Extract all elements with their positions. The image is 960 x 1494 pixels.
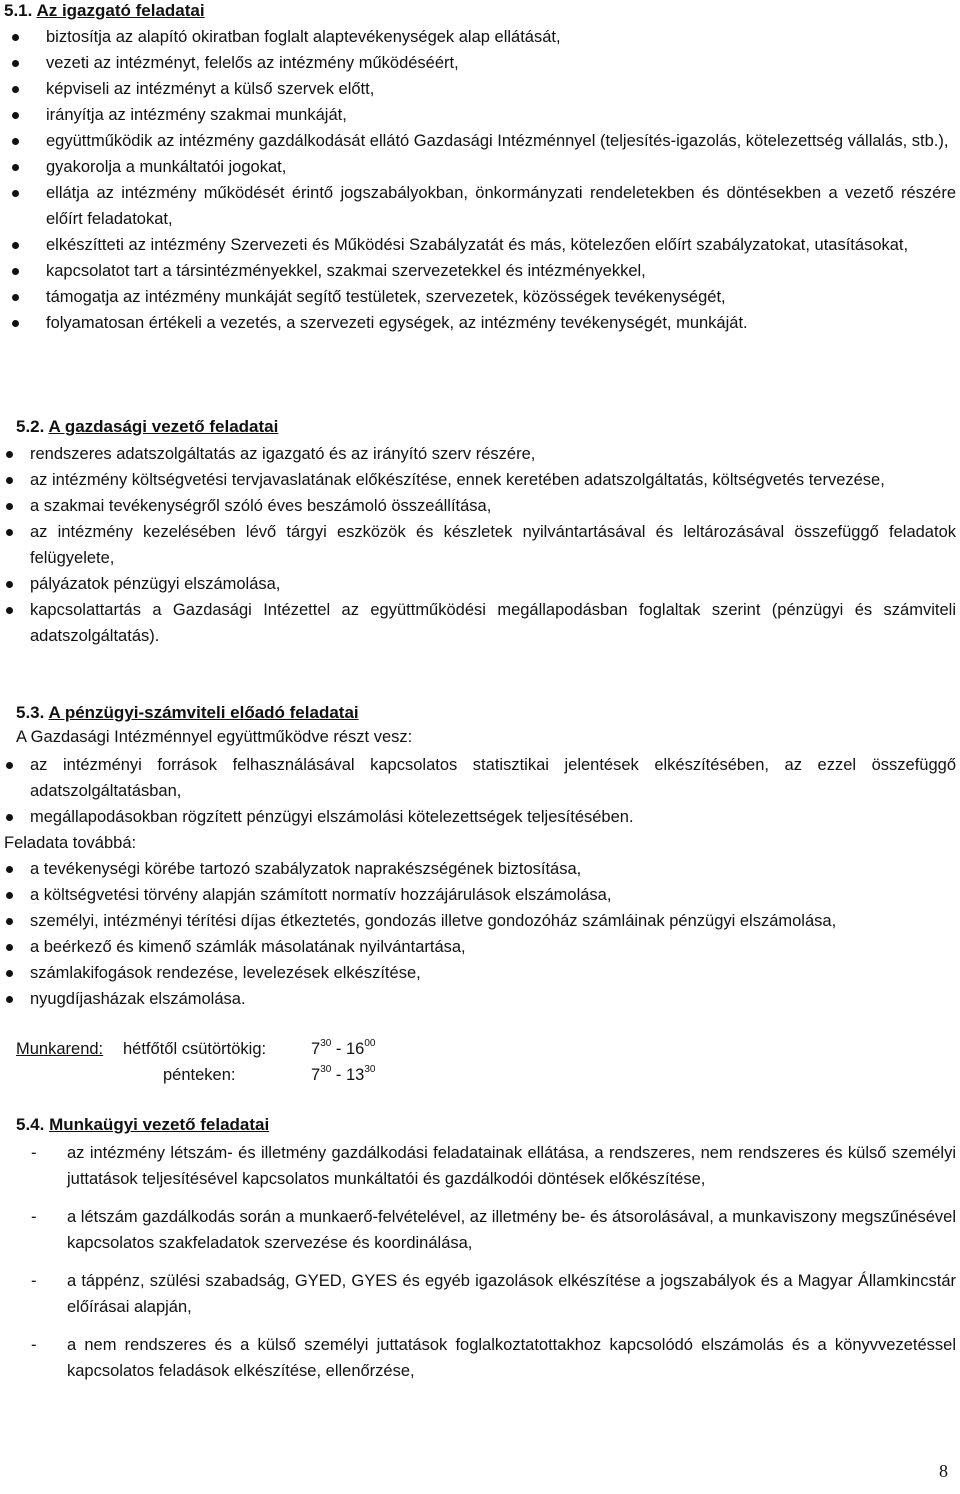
bullet-icon <box>6 477 13 484</box>
section-heading: Az igazgató feladatai <box>36 1 205 20</box>
bullet-icon <box>12 138 19 145</box>
bullet-icon <box>12 112 19 119</box>
list-item: az intézmény költségvetési tervjavaslatának előkészítése, ennek keretében adatszolgáltatás, költségvetés tervezése, <box>30 467 956 493</box>
bullet-icon <box>6 892 13 899</box>
bullet-icon <box>6 762 13 769</box>
bullet-icon <box>6 866 13 873</box>
dash-marker: - <box>31 1336 37 1354</box>
schedule-hours-2: $7^{30} - 13^{30}$ <box>311 1064 376 1084</box>
section-title-5-3 <box>16 702 359 724</box>
list-item: gyakorolja a munkáltatói jogokat, <box>46 154 956 180</box>
list-item: kapcsolatot tart a társintézményekkel, szakmai szervezetekkel és intézményekkel, <box>46 258 956 284</box>
list-item: a költségvetési törvény alapján számított normatív hozzájárulások elszámolása, <box>30 882 956 908</box>
bullet-icon <box>12 86 19 93</box>
bullet-icon <box>6 944 13 951</box>
list-item: folyamatosan értékeli a vezetés, a szervezeti egységek, az intézmény tevékenységét, munkáját. <box>46 310 956 336</box>
list-item: képviseli az intézményt a külső szervek előtt, <box>46 76 956 102</box>
list-item: rendszeres adatszolgáltatás az igazgató és az irányító szerv részére, <box>30 441 956 467</box>
bullet-icon <box>12 60 19 67</box>
bullet-icon <box>12 242 19 249</box>
list-item: - a táppénz, szülési szabadság, GYED, GYES és egyéb igazolások elkészítése a jogszabályok és a Magyar Államkincstár előírásai alapján, <box>67 1268 956 1320</box>
section-heading: A gazdasági vezető feladatai <box>48 417 279 436</box>
list-item: irányítja az intézmény szakmai munkáját, <box>46 102 956 128</box>
list-item: az intézmény kezelésében lévő tárgyi eszközök és készletek nyilvántartásával és leltározásával összefüggő feladatok felügyelete, <box>30 519 956 571</box>
list-item: - a létszám gazdálkodás során a munkaerő-felvételével, az illetmény be- és átsorolásával, a munkaviszony megszűnésével kapcsolatos szakfeladatok szervezése és koordinálása, <box>67 1204 956 1256</box>
list-item: számlakifogások rendezése, levelezések elkészítése, <box>30 960 956 986</box>
section-title-5-4 <box>16 1114 269 1136</box>
list-item: a tevékenységi körébe tartozó szabályzatok naprakészségének biztosítása, <box>30 856 956 882</box>
bullet-icon <box>6 996 13 1003</box>
section-number: 5.1. <box>4 1 33 20</box>
bullet-icon <box>12 268 19 275</box>
bullet-list-5-3-b <box>30 856 956 1012</box>
bullet-list-5-1 <box>46 24 956 336</box>
list-item: megállapodásokban rögzített pénzügyi elszámolási kötelezettségek teljesítésében. <box>30 804 956 830</box>
list-item: az intézményi források felhasználásával kapcsolatos statisztikai jelentések elkészítésében, az ezzel összefüggő adatszolgáltatásban, <box>30 752 956 804</box>
list-item: nyugdíjasházak elszámolása. <box>30 986 956 1012</box>
section-title-5-2 <box>16 416 278 438</box>
section-number: 5.3. <box>16 703 45 722</box>
schedule-hours-1: $7^{30} - 16^{00}$ <box>311 1038 376 1058</box>
bullet-icon <box>6 503 13 510</box>
dash-marker: - <box>31 1208 37 1226</box>
list-item: ellátja az intézmény működését érintő jogszabályokban, önkormányzati rendeletekben és döntésekben a vezető részére előírt feladatokat, <box>46 180 956 232</box>
dash-list-5-4 <box>31 1140 956 1384</box>
bullet-icon <box>6 918 13 925</box>
bullet-list-5-2 <box>30 441 956 649</box>
list-item: együttműködik az intézmény gazdálkodását ellátó Gazdasági Intézménnyel (teljesítés-igazolás, kötelezettség vállalás, stb.), <box>46 128 956 154</box>
dash-marker: - <box>31 1144 37 1162</box>
bullet-icon <box>6 529 13 536</box>
section-number: 5.4. <box>16 1115 45 1134</box>
list-item: elkészítteti az intézmény Szervezeti és Működési Szabályzatát és más, kötelezően előírt szabályzatokat, utasításokat, <box>46 232 956 258</box>
schedule-days-1: hétfőtől csütörtökig: <box>123 1040 267 1058</box>
bullet-icon <box>6 970 13 977</box>
bullet-icon <box>12 294 19 301</box>
schedule-days-2: pénteken: <box>163 1066 236 1084</box>
bullet-icon <box>6 581 13 588</box>
list-item: biztosítja az alapító okiratban foglalt alaptevékenységek alap ellátását, <box>46 24 956 50</box>
list-item: - a nem rendszeres és a külső személyi juttatások foglalkoztatottakhoz kapcsolódó elszámolás és a könyvvezetéssel kapcsolatos feladások elkészítése, ellenőrzése, <box>67 1332 956 1384</box>
schedule-label: Munkarend: <box>16 1040 104 1058</box>
dash-marker: - <box>31 1272 37 1290</box>
list-item: pályázatok pénzügyi elszámolása, <box>30 571 956 597</box>
bullet-icon <box>12 190 19 197</box>
section-title-5-1 <box>4 0 205 22</box>
bullet-icon <box>6 814 13 821</box>
page-number: 8 <box>939 1461 948 1481</box>
section-heading: A pénzügyi-számviteli előadó feladatai <box>48 703 359 722</box>
bullet-icon <box>12 320 19 327</box>
section-heading: Munkaügyi vezető feladatai <box>49 1115 270 1134</box>
bullet-list-5-3-a <box>30 752 956 830</box>
section-intro: A Gazdasági Intézménnyel együttműködve részt vesz: <box>16 728 413 746</box>
list-item: kapcsolattartás a Gazdasági Intézettel az együttműködési megállapodásban foglaltak szerint (pénzügyi és számviteli adatszolgáltatás). <box>30 597 956 649</box>
list-item: - az intézmény létszám- és illetmény gazdálkodási feladatainak ellátása, a rendszeres, nem rendszeres és külső személyi juttatások teljesítésével kapcsolatos munkáltatói és gazdálkodói döntések előkészítése, <box>67 1140 956 1192</box>
further-tasks-label: Feladata továbbá: <box>4 834 137 852</box>
section-number: 5.2. <box>16 417 45 436</box>
bullet-icon <box>6 451 13 458</box>
list-item: személyi, intézményi térítési díjas étkeztetés, gondozás illetve gondozóház számláinak pénzügyi elszámolása, <box>30 908 956 934</box>
bullet-icon <box>6 607 13 614</box>
bullet-icon <box>12 34 19 41</box>
list-item: vezeti az intézményt, felelős az intézmény működéséért, <box>46 50 956 76</box>
list-item: a szakmai tevékenységről szóló éves beszámoló összeállítása, <box>30 493 956 519</box>
work-schedule <box>16 1036 516 1096</box>
list-item: támogatja az intézmény munkáját segítő testületek, szervezetek, közösségek tevékenységét, <box>46 284 956 310</box>
bullet-icon <box>12 164 19 171</box>
list-item: a beérkező és kimenő számlák másolatának nyilvántartása, <box>30 934 956 960</box>
